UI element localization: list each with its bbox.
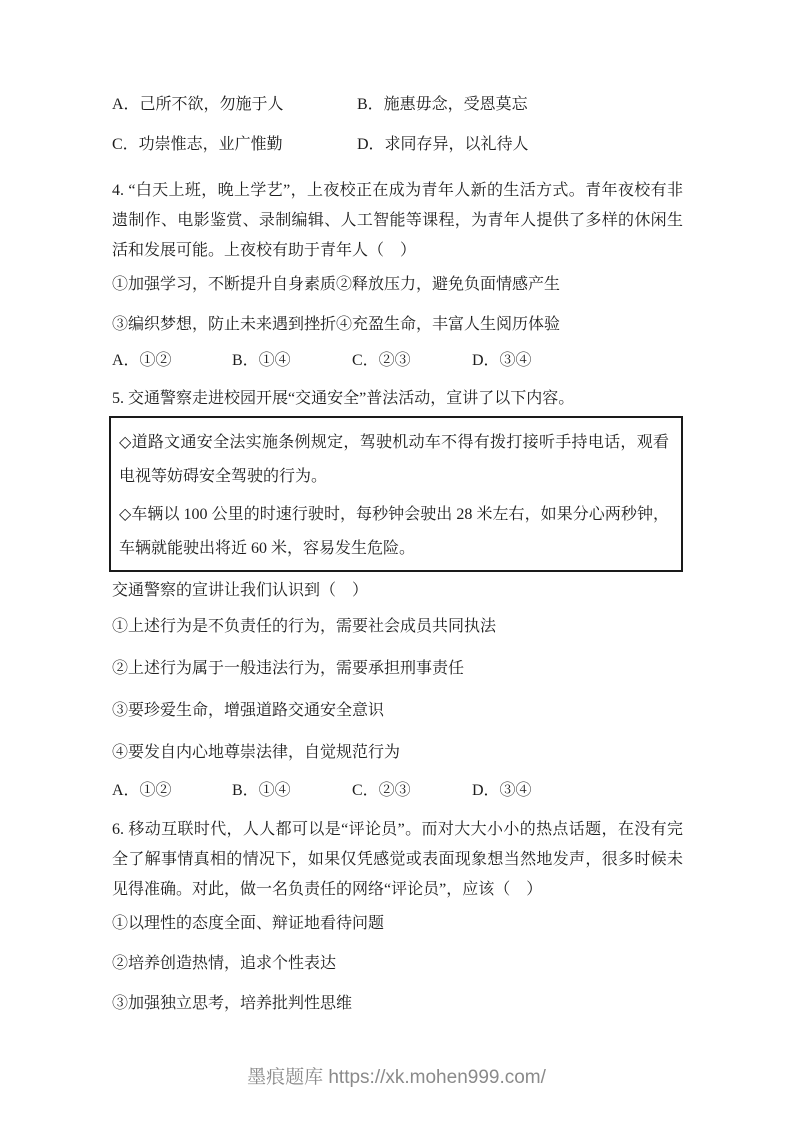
question5-options-row bbox=[112, 780, 683, 802]
notice-line-2: ◇车辆以 100 公里的时速行驶时，每秒钟会驶出 28 米左右，如果分心两秒钟，车辆就能驶出将近 60 米，容易发生危险。 bbox=[119, 506, 669, 557]
question6-statement-2: ②培养创造热情，追求个性表达 bbox=[112, 955, 337, 972]
question5-stem: 5. 交通警察走进校园开展“交通安全”普法活动，宣讲了以下内容。 bbox=[112, 390, 575, 407]
option-a: A．己所不欲，勿施于人 bbox=[112, 96, 284, 113]
option-c: C．②③ bbox=[352, 782, 411, 799]
page-content bbox=[112, 94, 683, 1015]
question5-statement-4: ④要发自内心地尊崇法律，自觉规范行为 bbox=[112, 744, 401, 761]
question4-options-row bbox=[112, 350, 683, 372]
question3-options-row-cd bbox=[112, 134, 683, 156]
question6-statement-1: ①以理性的态度全面、辩证地看待问题 bbox=[112, 915, 385, 932]
option-b: B．①④ bbox=[232, 782, 291, 799]
question5-follow-up: 交通警察的宣讲让我们认识到（ ） bbox=[112, 582, 369, 599]
question3-options-row-ab bbox=[112, 94, 683, 116]
option-c: C．功崇惟志，业广惟勤 bbox=[112, 136, 283, 153]
question5-statement-1: ①上述行为是不负责任的行为，需要社会成员共同执法 bbox=[112, 618, 497, 635]
question6-statement-3: ③加强独立思考，培养批判性思维 bbox=[112, 995, 353, 1012]
question5-statement-3: ③要珍爱生命，增强道路交通安全意识 bbox=[112, 702, 385, 719]
option-d: D．③④ bbox=[472, 352, 532, 369]
notice-line-1: ◇道路文通安全法实施条例规定，驾驶机动车不得有拨打接听手持电话，观看电视等妨碍安全驾驶的行为。 bbox=[119, 434, 669, 485]
option-d: D．求同存异，以礼待人 bbox=[357, 136, 529, 153]
option-d: D．③④ bbox=[472, 782, 532, 799]
option-a: A．①② bbox=[112, 352, 172, 369]
footer-watermark-text: 墨痕题库 https://xk.mohen999.com/ bbox=[247, 1067, 546, 1088]
question4-statement-3-4: ③编织梦想，防止未来遇到挫折④充盈生命，丰富人生阅历体验 bbox=[112, 316, 561, 333]
question4-stem: 4. “白天上班，晚上学艺”，上夜校正在成为青年人新的生活方式。青年夜校有非遗制作、电影鉴赏、录制编辑、人工智能等课程，为青年人提供了多样的休闲生活和发展可能。上夜校有助于青年人（ ） bbox=[112, 182, 683, 259]
option-b: B．施惠毋念，受恩莫忘 bbox=[357, 96, 528, 113]
option-b: B．①④ bbox=[232, 352, 291, 369]
question6-stem: 6. 移动互联时代，人人都可以是“评论员”。而对大大小小的热点话题，在没有完全了解事情真相的情况下，如果仅凭感觉或表面现象想当然地发声，很多时候未见得准确。对此，做一名负责任的网络“评论员”，应该（ ） bbox=[112, 821, 683, 898]
option-a: A．①② bbox=[112, 782, 172, 799]
option-c: C．②③ bbox=[352, 352, 411, 369]
traffic-safety-notice-box bbox=[109, 416, 683, 572]
footer-watermark bbox=[0, 1066, 793, 1090]
question4-statement-1-2: ①加强学习，不断提升自身素质②释放压力，避免负面情感产生 bbox=[112, 276, 561, 293]
question5-statement-2: ②上述行为属于一般违法行为，需要承担刑事责任 bbox=[112, 660, 465, 677]
